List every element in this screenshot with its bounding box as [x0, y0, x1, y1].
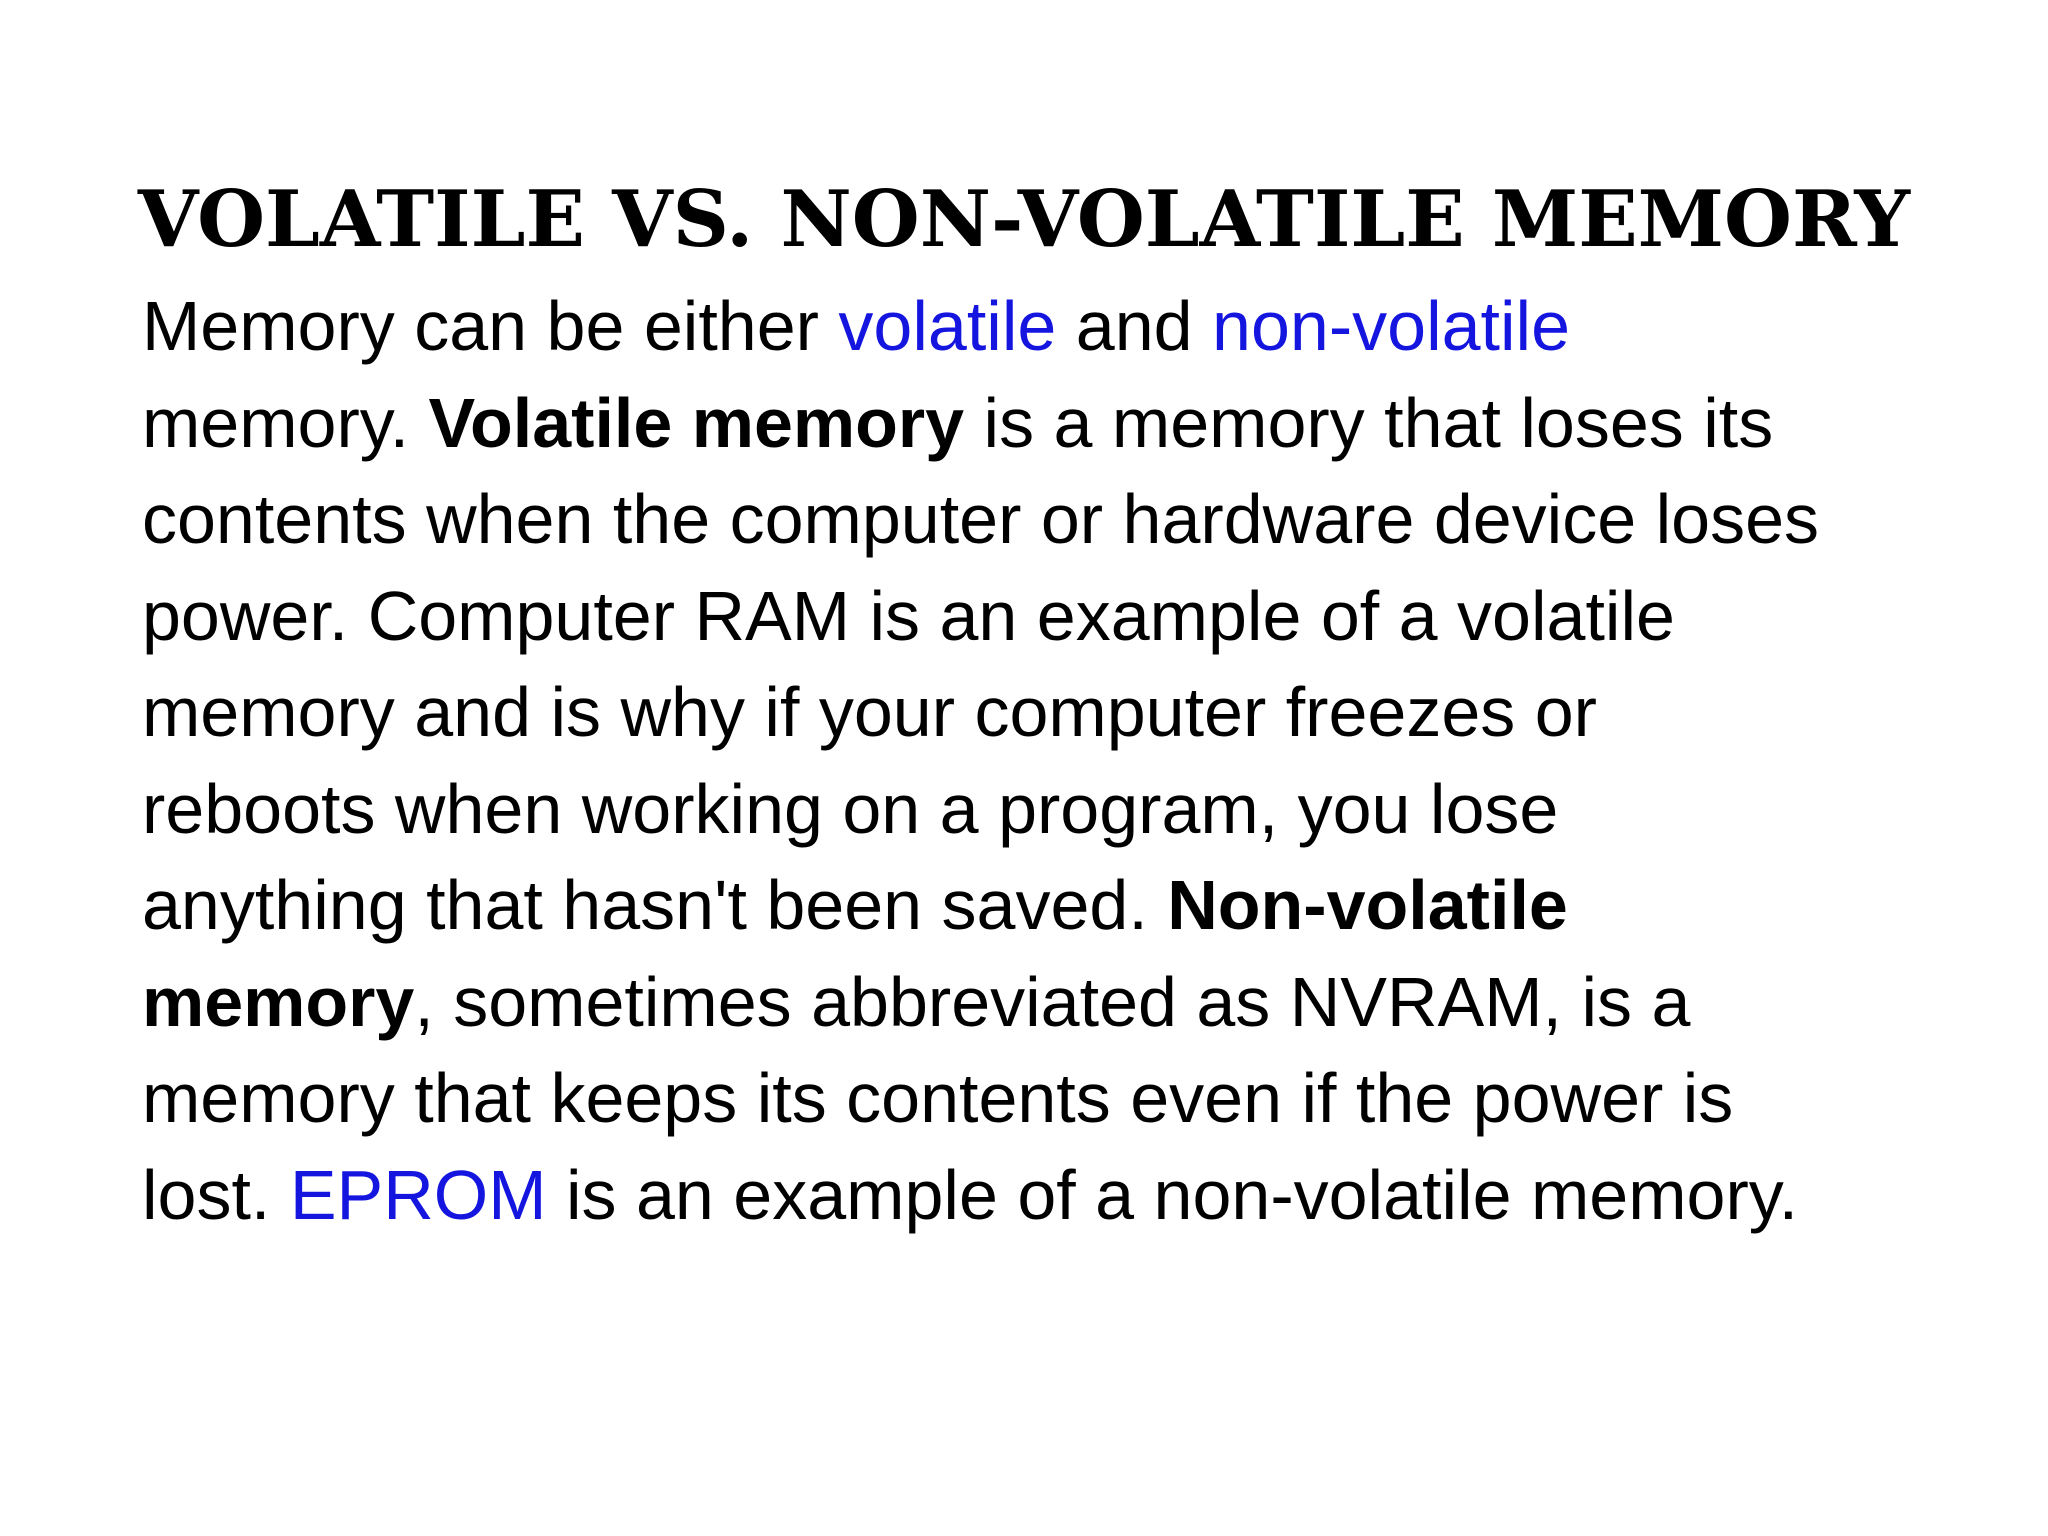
text-segment: , sometimes abbreviated as NVRAM, is a	[414, 962, 1691, 1041]
text-segment: memory.	[142, 383, 429, 462]
paragraph-line-5: memory and is why if your computer freezes or	[142, 673, 1597, 751]
memory-term: memory	[142, 962, 415, 1041]
text-segment: lost.	[142, 1155, 290, 1234]
non-volatile-link[interactable]: non-volatile	[1212, 287, 1571, 365]
paragraph-line-6: reboots when working on a program, you lose	[142, 769, 1559, 848]
paragraph-line-3: contents when the computer or hardware device loses	[142, 480, 1820, 558]
volatile-link[interactable]: volatile	[838, 287, 1057, 365]
text-segment: Memory can be either	[142, 287, 839, 365]
slide-title: VOLATILE VS. NON-VOLATILE MEMORY	[137, 174, 1911, 265]
paragraph-line-8	[142, 954, 1942, 1051]
volatile-memory-term: Volatile memory	[428, 383, 965, 462]
paragraph-line-2	[142, 375, 1942, 472]
paragraph-line-9: memory that keeps its contents even if the power is	[142, 1059, 1734, 1137]
non-volatile-term: Non-volatile	[1167, 866, 1568, 944]
eprom-link[interactable]: EPROM	[289, 1155, 547, 1234]
paragraph-line-10	[142, 1147, 1942, 1244]
paragraph-line-1	[142, 278, 1942, 375]
body-paragraph	[142, 278, 1942, 1243]
text-segment: is a memory that loses its	[964, 383, 1774, 462]
paragraph-line-4: power. Computer RAM is an example of a volatile	[142, 576, 1675, 655]
paragraph-line-7	[142, 857, 1942, 954]
text-segment: and	[1056, 287, 1213, 365]
text-segment: is an example of a non-volatile memory.	[546, 1155, 1799, 1234]
text-segment: anything that hasn't been saved.	[142, 866, 1168, 944]
